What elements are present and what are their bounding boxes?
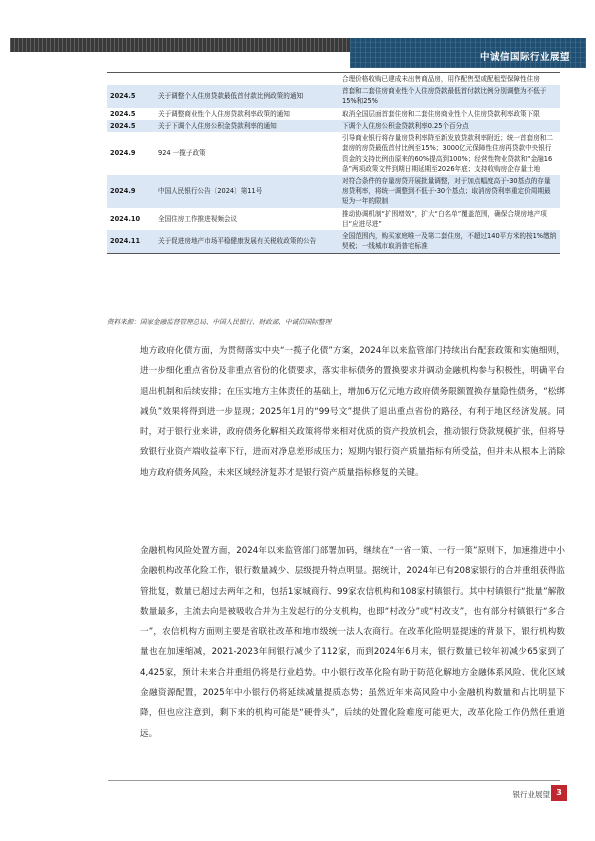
table-row — [107, 108, 560, 120]
table-cell-content: 全国范围内，购买家庭唯一及第二套住房，不超过140平方米的按1%缴纳契税；一线城市取消普宅标准 — [339, 230, 560, 253]
table-row — [107, 230, 560, 253]
header-pattern — [10, 38, 350, 52]
table-cell-date — [107, 73, 155, 85]
table-cell-policy: 全国住房工作推进视频会议 — [158, 214, 238, 223]
header-title-box — [350, 38, 586, 68]
table-cell-date: 2024.9 — [107, 175, 155, 208]
body-paragraph-risk-disposal: 金融机构风险处置方面，2024年以来监管部门部署加码，继续在“一省一策、一行一策”原则下，加速推进中小金融机构改革化险工作，银行数量减少、层级提升特点明显。据统计，2024年已有208家银行的合并重组获得监管批复，数量已超过去两年之和，包括1家城商行、99家农信机构和108家村镇银行。其中村镇银行“批量”解散数量最多，主流去向是被吸收合并为主发起行的分支机构，也即“村改分”或“村改支”，也有部分村镇银行“多合一”，农信机构方面则主要是省联社改革和地市级统一法人农商行。在改革化险明显提速的背景下，银行机构数量也在加速缩减，2021-2023年间银行减少了112家，而到2024年6月末，银行数量已较年初减少65家到了4,425家，预计未来合并重组仍将是行业趋势。中小银行改革化险有助于防范化解地方金融体系风险、优化区域金融资源配置，2025年中小银行仍将延续减量提质态势；虽然近年来高风险中小金融机构数量和占比明显下降，但也应注意到，剩下来的机构可能是“硬骨头”，后续的处置化险难度可能更大，改革化险工作仍然任重道远。 — [140, 546, 565, 739]
table-cell-date: 2024.5 — [110, 109, 136, 118]
table-cell-date: 2024.5 — [107, 85, 155, 107]
table-cell-content: 对符合条件的存量房贷开展批量调整，对于加点幅度高于-30基点的存量房贷利率，将统一调整到不低于-30个基点；取消房贷利率重定价周期最短为一年的限制 — [339, 175, 560, 208]
table-cell-content: 引导商业银行将存量房贷利率降至新发放贷款利率附近；统一首套房和二套房的房贷最低首付比例至15%；3000亿元保障性住房再贷款中央银行资金的支持比例由原来的60%提高到100%；经营性物业贷款和“金融16条”两项政策文件到期日期延期至2026年底；支持收购房企存量土地 — [342, 134, 553, 173]
report-series-title: 中诚信国际行业展望 — [479, 52, 570, 63]
footer-report-name: 银行业展望 — [512, 790, 550, 799]
table-row — [107, 175, 560, 208]
table-cell-policy: 关于促进房地产市场平稳健康发展有关税收政策的公告 — [155, 230, 339, 253]
table-cell-content: 推动协调机制“扩围增效”，扩大“白名单”覆盖范围，确保合规房地产项目“应进尽进” — [342, 209, 547, 228]
table-cell-date: 2024.5 — [107, 120, 155, 132]
table-cell-date: 2024.10 — [110, 214, 141, 223]
table-row — [107, 120, 560, 132]
table-cell-policy: 924 一揽子政策 — [158, 149, 206, 158]
body-paragraph-local-debt: 地方政府化债方面，为贯彻落实中央“一揽子化债”方案，2024年以来监管部门持续出台配套政策和实施细则，进一步细化重点省份及非重点省份的化债要求，落实非标债务的置换要求并调动金融机构参与积极性，明确平台退出机制和后续安排；在压实地方主体责任的基础上，增加6万亿元地方政府债务限额置换存量隐性债务，“松绑减负”效果将得到进一步显现；2025年1月的“99号文”提供了退出重点省份的路径，有利于地区经济发展。同时，对于银行业来讲，政府债务化解相关政策将带来相对优质的资产投放机会，推动银行贷款规模扩张，但将导致银行业资产端收益率下行，进而对净息差形成压力；短期内银行资产质量指标有所受益，但并未从根本上消除地方政府债务风险，未来区域经济复苏才是银行资产质量指标修复的关键。 — [140, 346, 565, 478]
table-cell-date: 2024.11 — [107, 230, 155, 253]
table-cell-policy: 关于调整个人住房贷款最低首付款比例政策的通知 — [155, 85, 339, 107]
table-cell-policy: 关于下调个人住房公积金贷款利率的通知 — [155, 120, 339, 132]
table-row — [107, 73, 560, 85]
footer-rule — [108, 780, 560, 781]
table-row — [107, 208, 560, 230]
table-cell-date: 2024.9 — [110, 149, 136, 158]
table-source-note: 资料来源：国家金融监督管理总局、中国人民银行、财政部，中诚信国际整理 — [107, 318, 332, 326]
table-cell-policy: 中国人民银行公告〔2024〕第11号 — [155, 175, 339, 208]
table-cell-policy — [155, 73, 339, 85]
table-cell-content: 首套和二套住房商业性个人住房贷款最低首付款比例分别调整为不低于15%和25% — [339, 85, 560, 107]
table-row — [107, 85, 560, 107]
page-number: 3 — [551, 785, 567, 801]
table-row — [107, 132, 560, 175]
table-cell-content: 取消全国层面首套住房和二套住房商业性个人住房贷款利率政策下限 — [342, 109, 540, 118]
table-cell-policy: 关于调整商业性个人住房贷款利率政策的通知 — [158, 109, 290, 118]
table-cell-content: 合理价格收购已建成未出售商品房，用作配售型或配租型保障性住房 — [342, 75, 540, 83]
policy-table — [107, 73, 560, 254]
table-cell-content: 下调个人住房公积金贷款利率0.25个百分点 — [339, 120, 560, 132]
